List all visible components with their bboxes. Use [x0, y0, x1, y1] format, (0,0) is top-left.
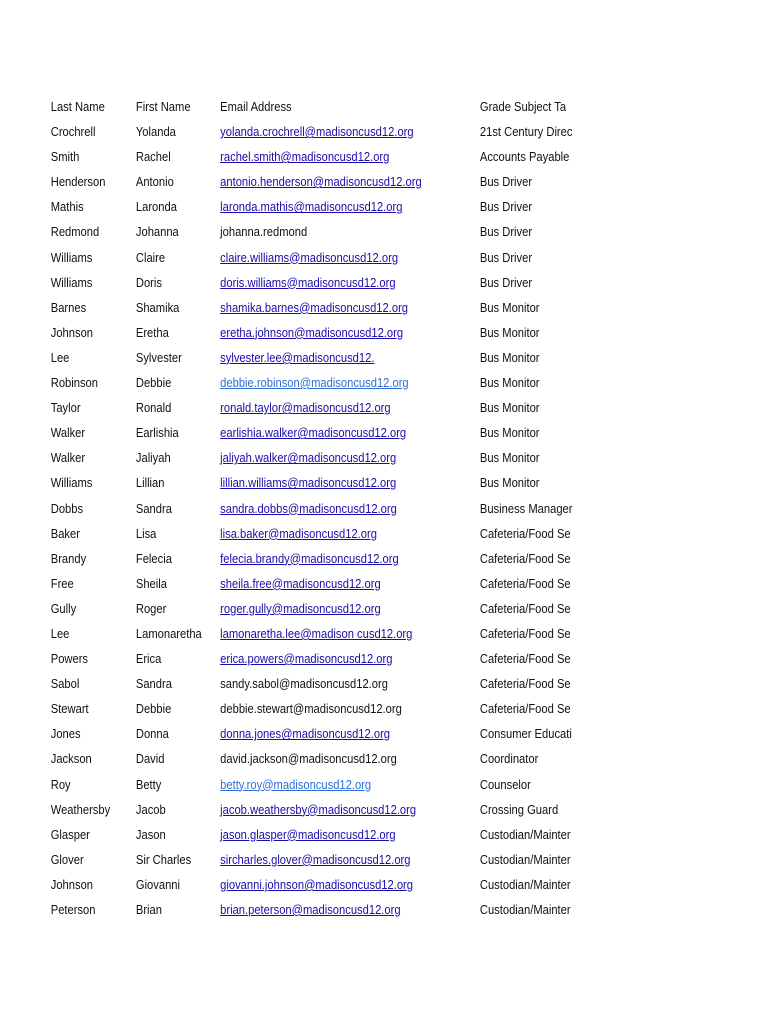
email-link[interactable]: sheila.free@madisoncusd12.org	[220, 575, 381, 591]
email-link[interactable]: giovanni.johnson@madisoncusd12.org	[220, 876, 414, 892]
grade-subject-cell: Bus Monitor	[479, 425, 540, 441]
email-cell	[220, 245, 398, 270]
table-row	[0, 671, 662, 696]
grade-subject-cell: Business Manager	[479, 500, 573, 516]
email-cell	[220, 746, 397, 771]
header-last-name: Last Name	[50, 99, 105, 114]
grade-subject-cell: Consumer Educati	[479, 726, 572, 742]
table-row	[0, 395, 662, 420]
email-link[interactable]: erica.powers@madisoncusd12.org	[220, 651, 393, 667]
grade-subject-cell: Bus Driver	[479, 174, 533, 190]
email-cell	[220, 295, 408, 320]
email-cell	[220, 144, 389, 169]
last-name-cell: Walker	[50, 450, 86, 466]
grade-subject-cell: Bus Monitor	[479, 349, 540, 365]
grade-subject-cell: Cafeteria/Food Se	[479, 525, 571, 541]
last-name-cell: Lee	[50, 349, 70, 365]
last-name-cell: Peterson	[50, 902, 96, 917]
first-name-cell: Debbie	[135, 375, 172, 391]
email-cell	[220, 521, 377, 546]
grade-subject-cell: Bus Monitor	[479, 400, 540, 416]
email-cell	[220, 320, 403, 345]
table-row	[0, 621, 662, 646]
table-row	[0, 345, 662, 370]
email-cell	[220, 797, 416, 822]
last-name-cell: Lee	[50, 625, 70, 641]
first-name-cell: Jacob	[135, 801, 166, 817]
first-name-cell: Sylvester	[135, 349, 182, 365]
first-name-cell: Claire	[135, 249, 166, 265]
last-name-cell: Powers	[50, 651, 89, 667]
email-link[interactable]: shamika.barnes@madisoncusd12.org	[220, 299, 409, 315]
grade-subject-cell: Coordinator	[479, 751, 539, 767]
grade-subject-cell: Bus Monitor	[479, 375, 540, 391]
last-name-cell: Glover	[50, 851, 84, 867]
table-row	[0, 295, 662, 320]
email-cell	[220, 822, 395, 847]
first-name-cell: Doris	[135, 274, 162, 290]
table-row	[0, 721, 662, 746]
first-name-cell: Giovanni	[135, 876, 181, 892]
last-name-cell: Henderson	[50, 174, 106, 190]
email-link[interactable]: laronda.mathis@madisoncusd12.org	[220, 199, 403, 215]
table-row	[0, 696, 662, 721]
header-email-address: Email Address	[220, 99, 292, 114]
first-name-cell: Lillian	[135, 475, 165, 491]
email-cell	[220, 897, 400, 922]
table-row	[0, 370, 662, 395]
email-cell	[220, 696, 402, 721]
first-name-cell: Lamonaretha	[135, 625, 202, 641]
last-name-cell: Jones	[50, 726, 81, 742]
last-name-cell: Williams	[50, 475, 93, 491]
table-row	[0, 746, 662, 771]
last-name-cell: Glasper	[50, 826, 90, 842]
table-row	[0, 270, 662, 295]
email-link[interactable]: sircharles.glover@madisoncusd12.org	[220, 851, 411, 867]
first-name-cell: David	[135, 751, 165, 767]
last-name-cell: Johnson	[50, 324, 94, 340]
table-row	[0, 169, 662, 194]
email-cell	[220, 169, 422, 194]
email-cell	[220, 872, 413, 897]
last-name-cell: Taylor	[50, 400, 81, 416]
first-name-cell: Sandra	[135, 676, 172, 692]
last-name-cell: Dobbs	[50, 500, 84, 516]
grade-subject-cell: 21st Century Direc	[479, 124, 573, 140]
email-cell	[220, 445, 396, 470]
email-link[interactable]: lamonaretha.lee@madison cusd12.org	[220, 625, 413, 641]
table-row	[0, 219, 662, 244]
last-name-cell: Robinson	[50, 375, 98, 391]
last-name-cell: Walker	[50, 425, 86, 441]
table-row	[0, 847, 662, 872]
table-body	[0, 119, 770, 922]
email-link[interactable]: claire.williams@madisoncusd12.org	[220, 249, 399, 265]
first-name-cell: Lisa	[135, 525, 157, 541]
grade-subject-cell: Bus Driver	[479, 224, 533, 240]
email-cell	[220, 420, 406, 445]
email-link[interactable]: jaliyah.walker@madisoncusd12.org	[220, 450, 397, 466]
header-row	[0, 94, 662, 119]
table-row	[0, 571, 662, 596]
email-cell	[220, 646, 392, 671]
first-name-cell: Antonio	[135, 174, 174, 190]
grade-subject-cell: Accounts Payable	[479, 149, 570, 165]
email-text: debbie.stewart@madisoncusd12.org	[220, 701, 402, 717]
grade-subject-cell: Bus Monitor	[479, 475, 540, 491]
grade-subject-cell: Cafeteria/Food Se	[479, 651, 571, 667]
table-row	[0, 119, 662, 144]
first-name-cell: Sheila	[135, 575, 167, 591]
table-row	[0, 496, 662, 521]
first-name-cell: Johanna	[135, 224, 179, 240]
table-row	[0, 445, 662, 470]
email-cell	[220, 571, 381, 596]
first-name-cell: Jason	[135, 826, 166, 842]
email-cell	[220, 596, 381, 621]
first-name-cell: Roger	[135, 600, 167, 616]
email-link[interactable]: sylvester.lee@madisoncusd12.	[220, 349, 375, 365]
grade-subject-cell: Custodian/Mainter	[479, 902, 571, 917]
grade-subject-cell: Custodian/Mainter	[479, 876, 571, 892]
last-name-cell: Brandy	[50, 550, 87, 566]
email-cell	[220, 496, 397, 521]
last-name-cell: Mathis	[50, 199, 84, 215]
email-link[interactable]: donna.jones@madisoncusd12.org	[220, 726, 391, 742]
email-link[interactable]: eretha.johnson@madisoncusd12.org	[220, 324, 404, 340]
email-cell	[220, 119, 413, 144]
header-first-name: First Name	[135, 99, 191, 114]
email-link[interactable]: yolanda.crochrell@madisoncusd12.org	[220, 124, 414, 140]
email-cell	[220, 395, 390, 420]
table-row	[0, 144, 662, 169]
first-name-cell: Earlishia	[135, 425, 179, 441]
email-link[interactable]: jason.glasper@madisoncusd12.org	[220, 826, 396, 842]
grade-subject-cell: Custodian/Mainter	[479, 826, 571, 842]
table-row	[0, 320, 662, 345]
email-cell	[220, 847, 410, 872]
first-name-cell: Ronald	[135, 400, 172, 416]
email-text: johanna.redmond	[220, 224, 308, 240]
first-name-cell: Eretha	[135, 324, 169, 340]
first-name-cell: Donna	[135, 726, 169, 742]
email-link[interactable]: lisa.baker@madisoncusd12.org	[220, 525, 377, 541]
email-link[interactable]: jacob.weathersby@madisoncusd12.org	[220, 801, 417, 817]
email-cell	[220, 345, 374, 370]
email-cell	[220, 470, 396, 495]
email-cell	[220, 621, 412, 646]
first-name-cell: Erica	[135, 651, 162, 667]
grade-subject-cell: Cafeteria/Food Se	[479, 676, 571, 692]
table-row	[0, 772, 662, 797]
email-cell	[220, 721, 390, 746]
email-link[interactable]: betty.roy@madisoncusd12.org	[220, 776, 372, 792]
table-row	[0, 470, 662, 495]
email-text: sandy.sabol@madisoncusd12.org	[220, 676, 388, 692]
grade-subject-cell: Bus Driver	[479, 249, 533, 265]
email-link[interactable]: ronald.taylor@madisoncusd12.org	[220, 400, 391, 416]
email-link[interactable]: sandra.dobbs@madisoncusd12.org	[220, 500, 397, 516]
first-name-cell: Sandra	[135, 500, 172, 516]
grade-subject-cell: Counselor	[479, 776, 531, 792]
email-cell	[220, 270, 395, 295]
first-name-cell: Rachel	[135, 149, 171, 165]
last-name-cell: Stewart	[50, 701, 89, 717]
table-row	[0, 420, 662, 445]
grade-subject-cell: Cafeteria/Food Se	[479, 600, 571, 616]
grade-subject-cell: Bus Monitor	[479, 450, 540, 466]
first-name-cell: Felecia	[135, 550, 172, 566]
last-name-cell: Williams	[50, 249, 93, 265]
last-name-cell: Williams	[50, 274, 93, 290]
last-name-cell: Jackson	[50, 751, 92, 767]
grade-subject-cell: Bus Driver	[479, 274, 533, 290]
grade-subject-cell: Bus Monitor	[479, 324, 540, 340]
email-text: david.jackson@madisoncusd12.org	[220, 751, 397, 767]
table-row	[0, 897, 662, 922]
first-name-cell: Shamika	[135, 299, 180, 315]
last-name-cell: Crochrell	[50, 124, 96, 140]
last-name-cell: Baker	[50, 525, 80, 541]
first-name-cell: Laronda	[135, 199, 177, 215]
header-grade-subject: Grade Subject Ta	[479, 99, 567, 114]
email-cell	[220, 219, 307, 244]
table-row	[0, 194, 662, 219]
last-name-cell: Redmond	[50, 224, 100, 240]
grade-subject-cell: Cafeteria/Food Se	[479, 575, 571, 591]
email-link[interactable]: felecia.brandy@madisoncusd12.org	[220, 550, 399, 566]
last-name-cell: Smith	[50, 149, 80, 165]
last-name-cell: Sabol	[50, 676, 80, 692]
grade-subject-cell: Bus Monitor	[479, 299, 540, 315]
grade-subject-cell: Bus Driver	[479, 199, 533, 215]
first-name-cell: Betty	[135, 776, 162, 792]
last-name-cell: Weathersby	[50, 801, 111, 817]
email-link[interactable]: roger.gully@madisoncusd12.org	[220, 600, 381, 616]
table-row	[0, 245, 662, 270]
first-name-cell: Jaliyah	[135, 450, 171, 466]
last-name-cell: Johnson	[50, 876, 94, 892]
first-name-cell: Yolanda	[135, 124, 176, 140]
email-link[interactable]: antonio.henderson@madisoncusd12.org	[220, 174, 422, 190]
grade-subject-cell: Cafeteria/Food Se	[479, 550, 571, 566]
table-row	[0, 546, 662, 571]
grade-subject-cell: Crossing Guard	[479, 801, 559, 817]
email-link[interactable]: earlishia.walker@madisoncusd12.org	[220, 425, 407, 441]
email-link[interactable]: lillian.williams@madisoncusd12.org	[220, 475, 397, 491]
table-row	[0, 646, 662, 671]
table-row	[0, 521, 662, 546]
grade-subject-cell: Cafeteria/Food Se	[479, 625, 571, 641]
email-cell	[220, 194, 402, 219]
email-cell	[220, 546, 399, 571]
email-link[interactable]: doris.williams@madisoncusd12.org	[220, 274, 396, 290]
table-row	[0, 822, 662, 847]
table-row	[0, 596, 662, 621]
email-link[interactable]: rachel.smith@madisoncusd12.org	[220, 149, 390, 165]
email-cell	[220, 671, 388, 696]
email-link[interactable]: brian.peterson@madisoncusd12.org	[220, 902, 401, 917]
grade-subject-cell: Cafeteria/Food Se	[479, 701, 571, 717]
last-name-cell: Barnes	[50, 299, 87, 315]
email-cell	[220, 772, 371, 797]
last-name-cell: Free	[50, 575, 74, 591]
email-cell	[220, 370, 408, 395]
staff-directory-table	[0, 94, 770, 922]
last-name-cell: Roy	[50, 776, 71, 792]
grade-subject-cell: Custodian/Mainter	[479, 851, 571, 867]
first-name-cell: Sir Charles	[135, 851, 192, 867]
first-name-cell: Brian	[135, 902, 162, 917]
table-row	[0, 872, 662, 897]
email-link[interactable]: debbie.robinson@madisoncusd12.org	[220, 375, 409, 391]
table-row	[0, 797, 662, 822]
first-name-cell: Debbie	[135, 701, 172, 717]
last-name-cell: Gully	[50, 600, 77, 616]
